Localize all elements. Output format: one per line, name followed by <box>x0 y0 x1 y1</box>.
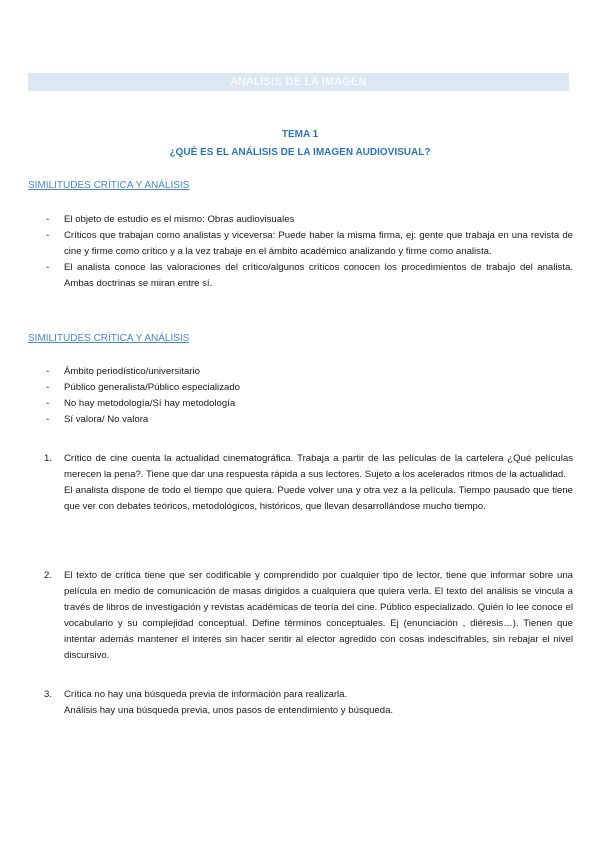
numbered-item-3 <box>28 687 573 719</box>
list-item: - Sí valora/ No valora <box>28 412 573 428</box>
dash-marker: - <box>46 366 50 377</box>
document-title-banner: ANÁLISIS DE LA IMAGEN <box>28 73 569 91</box>
list-item: - Público generalista/Público especializado <box>28 380 573 396</box>
list-item <box>28 568 573 664</box>
section-heading-similarities-1: SIMILITUDES CRÍTICA Y ANÁLISIS <box>28 180 190 191</box>
dash-marker: - <box>46 262 50 273</box>
paragraph: El analista dispone de todo el tiempo que quiera. Puede volver una y otra vez a la película. Tiempo pausado que tiene que ver con debates teóricos, metodológicos, históricos, que llevan desarrollándose mucho tiempo. <box>64 485 573 512</box>
paragraph: Análisis hay una búsqueda previa, unos pasos de entendimiento y búsqueda. <box>64 705 394 716</box>
topic-question: ¿QUÉ ES EL ANÁLISIS DE LA IMAGEN AUDIOVISUAL? <box>169 147 431 158</box>
paragraph: Crítico de cine cuenta la actualidad cinematográfica. Trabaja a partir de las películas de la cartelera ¿Qué películas merecen la pena?. Tiene que dar una respuesta rápida a sus lectores. Sujeto a los acelerados ritmos de la actualidad. <box>64 453 573 480</box>
paragraph: Crítica no hay una búsqueda previa de información para realizarla. <box>64 689 348 700</box>
number-marker: 3. <box>44 689 53 700</box>
numbered-item-2 <box>28 568 573 664</box>
paragraph: El texto de crítica tiene que ser codificable y comprendido por cualquier tipo de lector, tiene que informar sobre una película en medio de comunicación de masas dirigidos a cualquiera que quiera verla. El texto del análisis se vincula a través de libros de investigación y revistas académicas de teoría del cine. Público especializado. Quién lo lee conoce el vocabulario y su complejidad conceptual. Define términos conceptuales. Ej (enunciación , diéresis…). Tienen que intentar además mantener el interés sin hacer sentir al elector agredido con cosas indescifrables, sin rebajar el nivel discursivo. <box>64 570 573 661</box>
dash-marker: - <box>46 382 50 393</box>
list-item: - Ámbito periodístico/universitario <box>28 364 573 380</box>
similarities-list <box>28 212 573 292</box>
list-item: - El analista conoce las valoraciones del crítico/algunos críticos conocen los procedimientos de trabajo del analista. Ambas doctrinas se miran entre sí. <box>46 262 573 289</box>
list-item: - El objeto de estudio es el mismo: Obras audiovisuales <box>28 212 573 228</box>
dash-marker: - <box>46 414 50 425</box>
numbered-item-1 <box>28 451 573 515</box>
number-marker: 1. <box>44 453 53 464</box>
dash-marker: - <box>46 230 50 241</box>
dash-marker: - <box>46 398 50 409</box>
list-item <box>28 451 573 515</box>
topic-number: TEMA 1 <box>281 129 319 140</box>
differences-list <box>28 364 573 428</box>
section-heading-similarities-2: SIMILITUDES CRÍTICA Y ANÁLISIS <box>28 333 190 344</box>
list-item: - No hay metodología/Sí hay metodología <box>28 396 573 412</box>
list-item <box>28 687 573 719</box>
dash-marker: - <box>46 214 50 225</box>
number-marker: 2. <box>44 570 53 581</box>
list-item: - Críticos que trabajan como analistas y viceversa: Puede haber la misma firma, ej: gente que trabaja en una revista de cine y firme como crítico y a la vez trabaje en el ámbito académico analizando y firme como analista. <box>46 230 573 257</box>
